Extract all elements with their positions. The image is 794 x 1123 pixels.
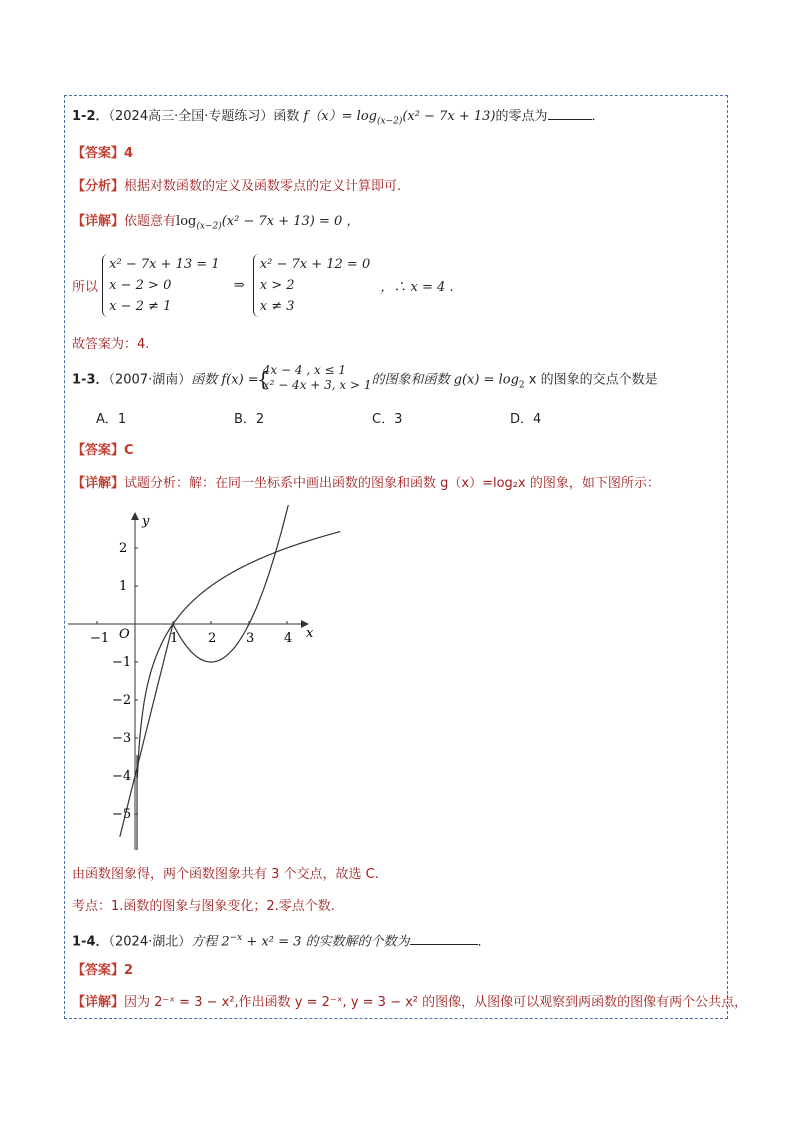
- answer-blank: [548, 107, 592, 120]
- final-answer: 故答案为：4.: [72, 337, 150, 352]
- detail-line: [72, 475, 660, 493]
- equation-system-2: x² − 7x + 12 = 0 x > 2 x ≠ 3: [253, 254, 370, 317]
- function-expression: f（x）= log: [303, 109, 377, 124]
- x-tick-label: 4: [284, 631, 293, 646]
- y-tick-label: −3: [112, 731, 132, 746]
- y-tick-label: 2: [119, 541, 128, 556]
- question-number: 1-4．: [72, 934, 109, 950]
- x-tick-label: −1: [90, 631, 110, 646]
- analysis-line: [72, 178, 401, 196]
- log2-curve: [137, 532, 340, 779]
- detail-tag: 【详解】: [72, 214, 125, 229]
- answer-line: [72, 442, 134, 460]
- y-tick-label: −4: [112, 769, 132, 784]
- solution: ，∴ x = 4 .: [380, 280, 454, 295]
- kaodian-line: 考点：1.函数的图象与图象变化；2.零点个数.: [72, 899, 335, 914]
- y-axis-label: y: [142, 514, 150, 529]
- question-source: （2007·湖南）: [108, 372, 192, 388]
- option-c[interactable]: C．3: [372, 412, 403, 427]
- detail-text: 试题分析：解：在同一坐标系中画出函数的图象和函数 g（x）=log₂x 的图象，如下图所示：: [124, 476, 660, 491]
- equation-system-block: 所以 x² − 7x + 13 = 1 x − 2 > 0 x − 2 ≠ 1 ⇒ x² − 7x + 12 = 0 x > 2 x ≠ 3 ，∴ x = 4 .: [72, 254, 454, 317]
- x-tick-label: 3: [246, 631, 255, 646]
- origin-label: O: [119, 627, 130, 642]
- answer-blank: [410, 932, 478, 945]
- function-graph: [66, 505, 356, 855]
- x-axis-label: x: [306, 626, 314, 641]
- conclusion-line: 由函数图象得，两个函数图象共有 3 个交点，故选 C.: [72, 867, 379, 882]
- options-row: [96, 411, 648, 429]
- y-tick-label: 1: [119, 579, 128, 594]
- answer-value: 2: [124, 963, 134, 978]
- detail-line: [72, 994, 747, 1012]
- y-tick-label: −1: [112, 655, 132, 670]
- detail-line: 【详解】依题意有$\log_{(x-2)}(x^2 - 7x + 13) = 0$ ，: [72, 214, 360, 232]
- option-a[interactable]: A．1: [96, 412, 127, 427]
- question-number: 1-2．: [72, 109, 109, 124]
- question-1-2: 1-2．（2024高三·全国·专题练习）函数 $f(x)= \log_{(x-2)}(x^2 - 7x + 13)$的零点为 ．: [72, 109, 605, 127]
- answer-value: 4: [124, 146, 134, 161]
- answer-tag: 【答案】: [72, 963, 125, 978]
- detail-text: 因为 2⁻ˣ = 3 − x²,作出函数 y = 2⁻ˣ, y = 3 − x² 的图像，从图像可以观察到两函数的图像有两个公共点，: [124, 995, 748, 1010]
- implies-arrow: ⇒: [233, 278, 245, 293]
- question-1-4: 1-4．（2024·湖北）方程 $2^{-x} + x^2 = 3$ 的实数解的个数为 ．: [72, 933, 491, 950]
- question-source: （2024高三·全国·专题练习）: [108, 109, 274, 124]
- answer-line: [72, 145, 133, 163]
- detail-tag: 【详解】: [72, 476, 125, 491]
- y-tick-label: −5: [112, 807, 132, 822]
- parabola-piece-curve: [173, 505, 289, 662]
- answer-line: [72, 962, 133, 980]
- analysis-tag: 【分析】: [72, 179, 125, 194]
- x-tick-label: 1: [170, 631, 179, 646]
- question-source: （2024·湖北）: [108, 934, 192, 950]
- answer-value: C: [124, 443, 134, 458]
- option-d[interactable]: D．4: [510, 412, 542, 427]
- option-b[interactable]: B．2: [234, 412, 265, 427]
- question-number: 1-3．: [72, 372, 109, 388]
- analysis-text: 根据对数函数的定义及函数零点的定义计算即可.: [124, 179, 402, 194]
- piecewise-function: { 4x − 4 , x ≤ 1 x² − 4x + 3, x > 1: [256, 363, 372, 392]
- y-tick-label: −2: [112, 693, 132, 708]
- question-1-3: 1-3．（2007·湖南）函数 f(x) = { 4x − 4 , x ≤ 1 x² − 4x + 3, x > 1 的图象和函数 $g(x) = \log_2 x$ 的图象的交点个数是: [72, 363, 658, 392]
- answer-tag: 【答案】: [72, 146, 125, 161]
- answer-tag: 【答案】: [72, 443, 125, 458]
- detail-tag: 【详解】: [72, 995, 125, 1010]
- equation-system-1: x² − 7x + 13 = 1 x − 2 > 0 x − 2 ≠ 1: [102, 254, 219, 317]
- x-tick-label: 2: [208, 631, 217, 646]
